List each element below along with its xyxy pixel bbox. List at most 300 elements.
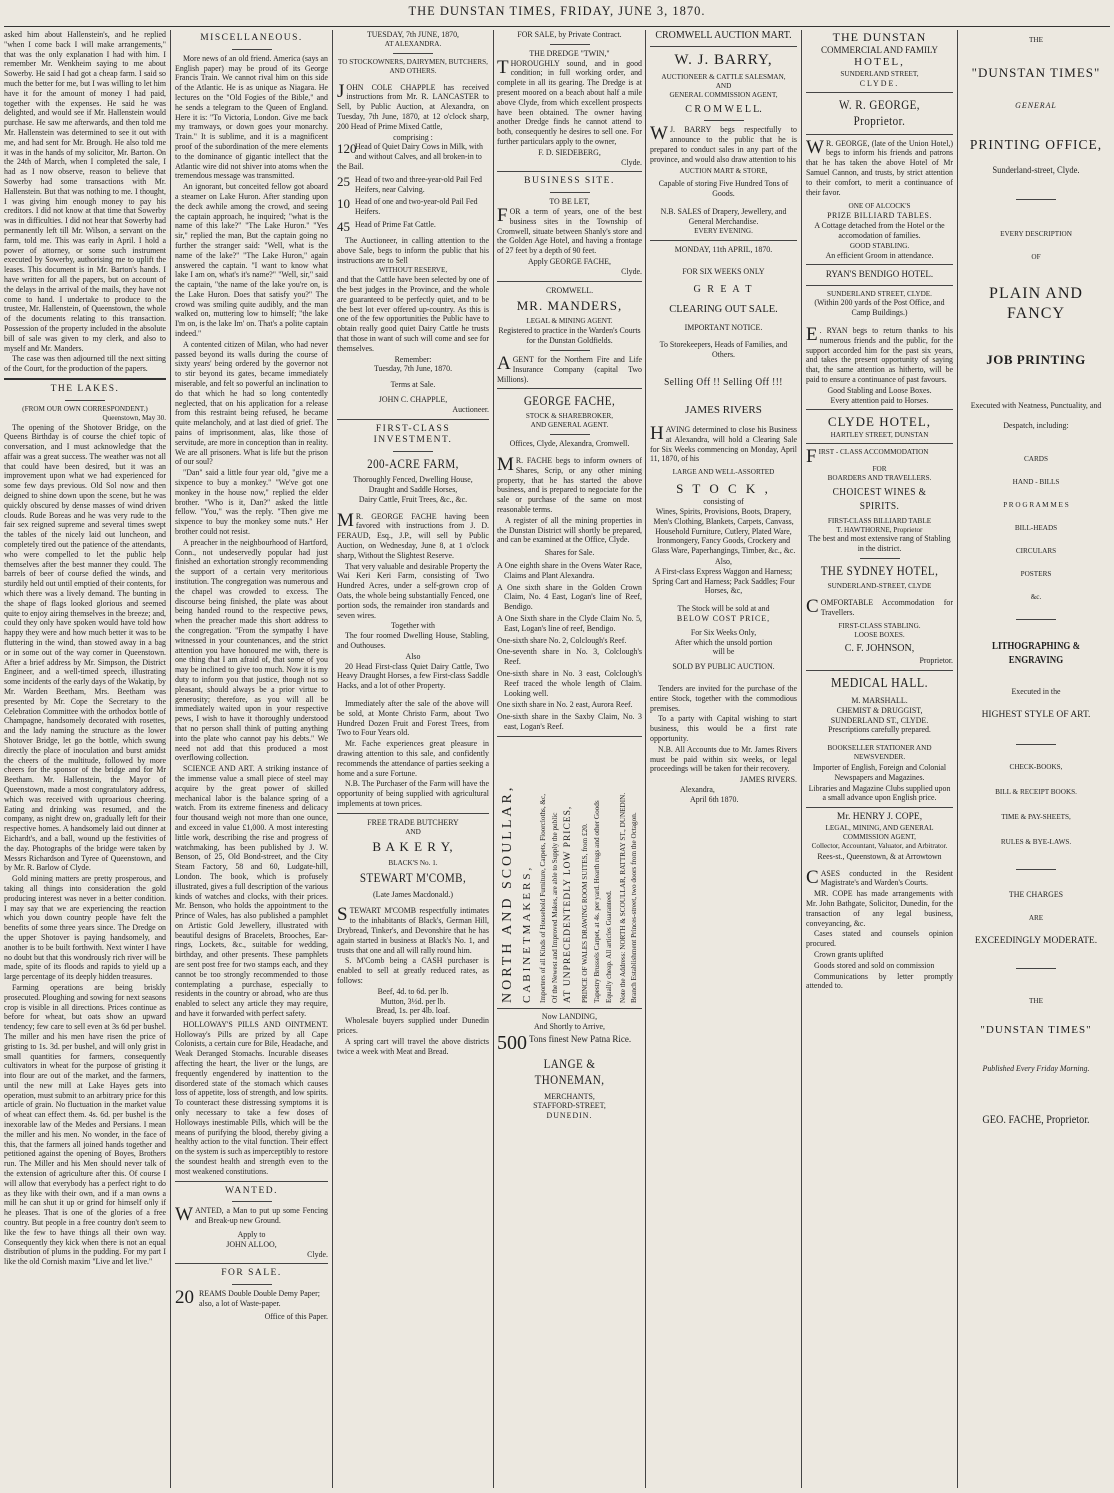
plain-fancy-heading: PLAIN AND FANCY bbox=[989, 285, 1083, 322]
column-rule bbox=[493, 30, 494, 1488]
divider bbox=[806, 409, 953, 410]
divider bbox=[806, 443, 953, 444]
rivers-signature: JAMES RIVERS. bbox=[740, 775, 797, 785]
misc-science-text: SCIENCE AND ART. A striking instance of the immense value a small piece of steel may acquire by the great power of skilled mechanical labor is the balance spring of a watch. From its extreme fineness and delicacy four thousand weigh not more than one ounce, and exceed in value £1,000. A most interesting little work, describing the rise and progress of watchmaking, has been published by J. W. Benson, of 25, Old Bond-street, and the City Steam Factory, 58 and 60, Ludgate-hill, London. The book, which is profusely illustrated, gives a full description of the various kinds of watches and clocks, with their prices. Mr. Benson, who holds the appointment to the Prince of Wales, has also published a pamphlet on Artistic Gold Jewellery, illustrated with beautiful designs of Bracelets, Brooches, Ear-rings, Lockets, &c., suitable for wedding, birthday, and other presents. These pamphlets are sent post free for two stamps each, and they cannot be too strongly recommended to those contemplating a purchase, especially to residents in the country or abroad, who are thus enabled to select any article they may require, and have it forwarded with perfect safety. bbox=[175, 764, 328, 1019]
and-label: AND bbox=[405, 827, 421, 836]
business-site-text: OR a term of years, one of the best business sites in the Township of Cromwell, situate between Shanly's store and the Golden Age Hotel, and having a frontage of 27 feet by a depth of 90 feet. bbox=[497, 206, 642, 256]
share-item: One sixth share in No. 2 east, Aurora Reef. bbox=[497, 700, 633, 710]
column-2-miscellaneous bbox=[175, 30, 328, 1488]
johnson-label: C. F. JOHNSON, bbox=[844, 643, 915, 655]
merchants-label: MERCHANTS, bbox=[544, 1091, 595, 1101]
service-billheads: BILL-HEADS bbox=[1014, 523, 1058, 532]
barry-text: J. BARRY begs respectfully to announce to the public that he is prepared to conduct sales in any part of the province, and would also draw attention to his bbox=[650, 125, 797, 164]
apply-place: Clyde. bbox=[621, 266, 642, 276]
cope-counsel: Cases stated and counsels opinion procured. bbox=[806, 929, 953, 949]
fache-recommend-text: Mr. Fache experiences great pleasure in drawing attention to this sale, and confidently recommends the attendance of parties seeking a home and a sure Fortune. bbox=[337, 739, 489, 778]
clearing-sale-heading: CLEARING OUT SALE. bbox=[669, 304, 778, 316]
cattle-item: Head of Quiet Dairy Cows in Milk, with and without Calves, and all broken-in to the Bail. bbox=[337, 142, 483, 171]
column-rule bbox=[170, 30, 171, 1488]
great-label: G R E A T bbox=[693, 283, 754, 295]
ryan-horses: Every attention paid to Horses. bbox=[830, 395, 929, 405]
receipt-books: BILL & RECEIPT BOOKS. bbox=[995, 788, 1077, 796]
sunderland-label: SUNDERLAND STREET, bbox=[840, 69, 919, 78]
misc-holloway-text: HOLLOWAY'S PILLS AND OINTMENT. Holloway's Pills are prized by all Cape Colonists, a certain cure for Bile, Headache, and Weak Deranged Stomachs. Incurable diseases affecting the heart, the liver or the lungs, are frequently engendered by inattention to the disordered state of the stomach which causes loss of appetite, loss of strength, and low spirits. To counteract these distressing symptoms it is only necessary to take a few doses of Holloways inestimable Pills, which will be the means of purifying the blood, thereby giving a healthy action to the vital function. Their effect on the system is such as imperceptibly to restore the soundest health and strength even to the most weakened constitutions. bbox=[175, 1019, 328, 1176]
top-rule bbox=[4, 26, 1110, 27]
divider bbox=[65, 400, 105, 401]
bookseller-label: BOOKSELLER STATIONER AND NEWSVENDER. bbox=[827, 744, 932, 762]
every-description: EVERY DESCRIPTION bbox=[1000, 230, 1072, 239]
stock-list-text: Wines, Spirits, Provisions, Boots, Drapery, Men's Clothing, Blankets, Carpets, Canvass, Household Furniture, Cutlery, Plated Ware, Ironmongery, Fancy Goods, Crockery and Glass Ware, Paperhangings, Timber, &c., &c. bbox=[651, 507, 796, 556]
bye-laws: RULES & BYE-LAWS. bbox=[1000, 837, 1072, 846]
wholesale-text: Wholesale buyers supplied under Dunedin prices. bbox=[337, 1016, 489, 1035]
together-label: Together with bbox=[391, 621, 435, 631]
drop-cap: E bbox=[806, 324, 818, 346]
column-rule bbox=[957, 30, 958, 1488]
fache-shares-text: R. FACHE begs to inform owners of Shares, Scrip, or any other mining property, that he has started the above business, and is prepared to negociate for the sale or purchase of the same on most reasonable terms. bbox=[497, 456, 642, 515]
cope-heading: Mr. HENRY J. COPE, bbox=[836, 812, 923, 823]
printing-office-heading: PRINTING OFFICE, bbox=[969, 136, 1103, 152]
proprietor-label: GEO. FACHE, Proprietor. bbox=[982, 1111, 1090, 1126]
wanted-name: JOHN ALLOO, bbox=[226, 1239, 277, 1249]
divider bbox=[550, 434, 590, 435]
butchery-heading: FREE TRADE BUTCHERY bbox=[367, 817, 459, 827]
important-notice: IMPORTANT NOTICE. bbox=[684, 323, 763, 333]
stewart-heading: STEWART M'COMB, bbox=[359, 870, 467, 886]
share-item: One-sixth share in No. 3 east, Colclough's Reef traced the whole length of Claim. Looking well. bbox=[497, 669, 642, 698]
ryan-hotel-heading: RYAN'S BENDIGO HOTEL. bbox=[825, 269, 934, 280]
farm-property-text: That very valuable and desirable Property the Wai Keri Keri Farm, consisting of Two Hundred Acres, under a self-grown crop of Oats, the whole being substantially Fenced, one portion sods, the remainder iron standards and seven wires. bbox=[337, 561, 489, 620]
six-weeks-label: FOR SIX WEEKS ONLY bbox=[682, 267, 765, 277]
chemist-label: CHEMIST & DRUGGIST, bbox=[836, 705, 923, 715]
james-rivers-heading: JAMES RIVERS bbox=[685, 404, 762, 417]
farm-line: Draught and Saddle Horses, bbox=[368, 485, 458, 495]
farm-stock-text: 20 Head First-class Quiet Dairy Cattle, Two Heavy Draught Horses, a few First-class Saddle Hacks, and a lot of other Property. bbox=[337, 661, 489, 691]
auctioneer-role: Auctioneer. bbox=[452, 404, 489, 414]
cope-goods: Goods stored and sold on commission bbox=[814, 960, 935, 970]
court-adjourned-text: The case was then adjourned till the next sitting of the Court, for the production of the papers. bbox=[4, 354, 166, 374]
divider bbox=[232, 49, 272, 50]
ad-vertical-prices: AT UNPRECEDENTEDLY LOW PRICES, bbox=[563, 805, 573, 1003]
barry-role: AUCTIONEER & CATTLE SALESMAN, bbox=[661, 72, 786, 81]
tenders-text: Tenders are invited for the purchase of the entire Stock, together with the commodious premises. bbox=[650, 683, 797, 713]
dredge-owner: F. D. SIEDEBERG, bbox=[538, 147, 601, 157]
divider bbox=[393, 53, 433, 54]
farm-line: Dairy Cattle, Fruit Trees, &c., &c. bbox=[358, 494, 468, 504]
cope-cases: ASES conducted in the Resident Magistrate's and Warden's Courts. bbox=[820, 868, 953, 888]
ad-vertical-text: Equally cheap. All articles Guaranteed. bbox=[605, 890, 613, 1003]
auctioneer-name: JOHN C. CHAPPLE, bbox=[378, 395, 448, 404]
sydney-address: SUNDERLAND-STREET, CLYDE bbox=[827, 582, 932, 591]
wines-spirits-label: CHOICEST WINES & SPIRITS. bbox=[832, 486, 927, 512]
manders-heading: MR. MANDERS, bbox=[516, 298, 623, 314]
six-weeks-only: For Six Weeks Only, bbox=[690, 627, 757, 637]
auction-place: AT ALEXANDRA. bbox=[384, 39, 442, 48]
divider bbox=[175, 1263, 328, 1264]
spring-cart-text: A spring cart will travel the above districts twice a week with Meat and Bread. bbox=[337, 1036, 489, 1056]
cope-letters: Communications by letter promptly attended to. bbox=[806, 971, 953, 991]
auction-audience: TO STOCKOWNERS, DAIRYMEN, BUTCHERS, AND OTHERS. bbox=[338, 57, 488, 75]
north-scoullar-vertical-ad bbox=[497, 741, 642, 1009]
general-label: GENERAL bbox=[1015, 101, 1057, 111]
divider bbox=[497, 171, 642, 172]
waggon-text: A First-class Express Waggon and Harness; Spring Cart and Harness; Pack Saddles; Four Horses, &c, bbox=[652, 566, 795, 596]
commercial-family-label: COMMERCIAL AND FAMILY bbox=[820, 44, 939, 55]
price-bread: Bread, 1s. per 4lb. loaf. bbox=[375, 1006, 451, 1016]
groom-label: An efficient Groom in attendance. bbox=[825, 250, 934, 260]
remember-date: Tuesday, 7th June, 1870. bbox=[373, 364, 453, 374]
stock-label: S T O C K , bbox=[676, 481, 771, 497]
drop-cap: S bbox=[337, 904, 348, 926]
service-handbills: HAND - BILLS bbox=[1012, 477, 1060, 486]
ryan-address: SUNDERLAND STREET, CLYDE. bbox=[827, 289, 932, 298]
ad-vertical-text: Branch Establishment Princes-street, two doors from the Octagon. bbox=[630, 812, 638, 1003]
drop-cap: W bbox=[806, 136, 824, 158]
divider bbox=[806, 670, 953, 671]
farm-heading: 200-ACRE FARM, bbox=[367, 456, 459, 472]
divider bbox=[550, 350, 590, 351]
charges-label: THE CHARGES bbox=[1008, 889, 1064, 899]
divider bbox=[1016, 619, 1056, 620]
paper-sale-text: REAMS Double Double Demy Paper; also, a lot of Waste-paper. bbox=[199, 1289, 320, 1308]
blacks-label: BLACK'S No. 1. bbox=[388, 858, 438, 867]
divider bbox=[497, 388, 642, 389]
terms: Terms at Sale. bbox=[390, 380, 436, 390]
storage-text: Capable of storing Five Hundred Tons of Goods. bbox=[658, 179, 789, 199]
and-label: AND bbox=[715, 81, 732, 90]
executed-text: Executed with Neatness, Punctuality, and Despatch, including: bbox=[970, 400, 1102, 431]
divider bbox=[860, 558, 900, 559]
loose-boxes: LOOSE BOXES. bbox=[854, 630, 905, 639]
without-reserve: WITHOUT RESERVE, bbox=[378, 266, 448, 275]
misc-monkey-text: "Dan" said a little four year old, "give me a sixpence to buy a monkey." "We've got one monkey in the house now," replied the elder brother. "Who is it, Dan?" asked the little fellow. "You," was the reply. "Then give me sixpence to buy the monkey some nuts." Her brother could not resist. bbox=[175, 468, 328, 537]
medical-address: SUNDERLAND ST., CLYDE. bbox=[830, 715, 929, 725]
george-fache-heading: GEORGE FACHE, bbox=[523, 393, 616, 409]
farm-line: Thoroughly Fenced, Dwelling House, bbox=[353, 475, 473, 485]
johnson-role: Proprietor. bbox=[919, 655, 953, 665]
divider bbox=[4, 378, 166, 380]
ad-vertical-text: Of the Newest and Improved Makes, are able to Supply the public bbox=[551, 812, 559, 1003]
clyde-label: CLYDE. bbox=[859, 78, 900, 88]
clyde-hotel-heading: CLYDE HOTEL, bbox=[827, 414, 932, 430]
also-label: Also bbox=[405, 651, 421, 661]
ryan-text: . RYAN begs to return thanks to his numerous friends and the public, for the support accorded him for the past six years, and takes the present opportunity of saying that, the same attention as hitherto, will be paid to ensure a continuance of past favours. bbox=[806, 326, 953, 385]
sharebroker-label: STOCK & SHAREBROKER, bbox=[525, 412, 614, 421]
dateline: Queenstown, May 30. bbox=[102, 413, 166, 422]
will-be-text: will be bbox=[712, 647, 735, 657]
lakes-heading: THE LAKES. bbox=[50, 383, 120, 394]
misc-milan-text: A contented citizen of Milan, who had never passed beyond its walls during the course of sixty years' being ordered by the governor not to stir beyond its gates, became immediately miserable, and felt so powerful an inclination to do that which he had so long contentedly neglected, that on his application for a release from this restraint being refused, he became quite melancholy, and at last died of grief. The pains of imprisonment, alas, like those of servitude, are more in conception than in reality. We are all prisoners. What is life but the prison of our soul? bbox=[175, 339, 328, 467]
divider bbox=[337, 813, 489, 814]
consisting-label: consisting of bbox=[703, 497, 744, 507]
cope-arrangements: MR. COPE has made arrangements with Mr. John Bathgate, Solicitor, Dunedin, for the transaction of any legal business, conveyancing, &c. bbox=[806, 889, 953, 928]
sydney-stabling: FIRST-CLASS STABLING. bbox=[838, 621, 921, 630]
boarders-label: BOARDERS AND TRAVELLERS. bbox=[827, 474, 932, 483]
investment-heading: FIRST-CLASS INVESTMENT. bbox=[373, 423, 453, 446]
divider bbox=[232, 1201, 272, 1202]
late-label: (Late James Macdonald.) bbox=[373, 889, 453, 899]
share-item: One-sixth share in the Saxby Claim, No. 3 east, Logan's Reef. bbox=[497, 712, 642, 731]
public-auction-label: SOLD BY PUBLIC AUCTION. bbox=[672, 662, 775, 672]
rice-tons: 500 bbox=[497, 1034, 527, 1054]
george-proprietor: W. R. GEORGE, Proprietor. bbox=[839, 97, 920, 129]
column-7-printing-office bbox=[961, 30, 1111, 1488]
for-sale-heading: FOR SALE. bbox=[221, 1268, 282, 1279]
miscellaneous-heading: MISCELLANEOUS. bbox=[200, 33, 303, 43]
cattle-item: Head of Prime Fat Cattle. bbox=[355, 219, 436, 229]
ad-vertical-cabinet: CABINETMAKERS, bbox=[521, 864, 533, 1003]
column-5-barry-and-rivers bbox=[650, 30, 797, 1488]
medical-hall-heading: MEDICAL HALL. bbox=[831, 675, 928, 691]
service-posters: POSTERS bbox=[1020, 569, 1052, 578]
cattle-count: 120 bbox=[337, 142, 357, 157]
ad-vertical-text: Note the Address: NORTH & SCOULLAR, RATTRAY ST., DUNEDIN. bbox=[619, 792, 627, 1003]
divider bbox=[175, 1181, 328, 1182]
cromwell-label: C R O M W E L L. bbox=[685, 103, 762, 115]
to-let-label: TO BE LET, bbox=[549, 197, 590, 207]
the-label-2: THE bbox=[1029, 997, 1043, 1006]
hartley-label: HARTLEY STREET, DUNSTAN bbox=[830, 430, 929, 439]
misc-preacher-text: A preacher in the neighbourhood of Hartford, Conn., not undeservedly popular had just finished an exhortation strongly recommending the support of a certain very meritorious institution. The congregation was numerous and the chapel was crowded to excess. The discourse being finished, the plate was about being handed round to the respective pews, when the preacher made this short address to the congregation. "From the sympathy I have witnessed in your countenances, and the strict attention you have honoured me with, there is one thing that I am afraid of, that some of you may be inclined to give too much. Now it is my duty to inform you that justice, though not so pleasant, should always be a prior virtue to generosity; therefore, as you will all be immediately waited upon in your respective pews, I wish to have it thoroughly understood that no person shall think of putting anything into the plate who cannot pay his debts." We need not add that this produced a most overflowing collection. bbox=[175, 537, 328, 763]
divider bbox=[497, 281, 642, 282]
stewart-text: TEWART M'COMB respectfully intimates to the inhabitants of Black's, German Hill, Drybread, Tinker's, and Devonshire that he has again started in business at Black's No. 1, and trusts that one and all will rally round him. bbox=[337, 906, 489, 955]
divider bbox=[1016, 199, 1056, 200]
executed-label: Executed in the bbox=[1011, 686, 1061, 696]
divider bbox=[497, 736, 642, 737]
marshall-label: M. MARSHALL. bbox=[851, 696, 908, 706]
column-4-sales-and-agents bbox=[497, 30, 642, 1488]
dunstan-hotel-heading: THE DUNSTAN bbox=[832, 30, 927, 44]
landing-label: Now LANDING, bbox=[541, 1011, 598, 1021]
drop-cap: F bbox=[806, 448, 817, 466]
sydney-hotel-heading: THE SYDNEY HOTEL, bbox=[820, 563, 939, 579]
unsold-text: After which the unsold portion bbox=[674, 637, 773, 647]
commission-agent-label: GENERAL COMMISSION AGENT, bbox=[669, 90, 778, 99]
for-label: FOR bbox=[872, 465, 887, 474]
share-item: One-seventh share in No. 3, Colclough's Reef. bbox=[497, 647, 642, 667]
dredge-place: Clyde. bbox=[621, 157, 642, 167]
divider bbox=[393, 451, 433, 452]
good-stabling: GOOD STABLING. bbox=[849, 241, 910, 250]
ream-count: 20 bbox=[175, 1289, 194, 1309]
divider bbox=[806, 134, 953, 135]
wanted-apply: Apply to bbox=[237, 1229, 266, 1239]
column-rule bbox=[332, 30, 333, 1488]
every-evening: EVERY EVENING. bbox=[694, 227, 753, 236]
cope-role: LEGAL, MINING, AND GENERAL bbox=[825, 824, 934, 833]
court-report-text: asked him about Hallenstein's, and he replied "when I come back I will make arrangements," that was the only explanation I had with him. I remember Mr. Wenkheim saying to me about Sowerby. He said I had got a cheap farm. I said so much the better for me, but I was willing to let him have it for the amount of money I had paid, together with the expenses. He said he was delighted, and would see if Mr. Hallenstein would purchase. He saw me afterwards, and then told me Mr. Hallenstein was determined to see it out with me, and had sent for Mr. Brough. He also told me it was in the hands of my solicitor, Mr. Barton. On the 24th of March, when I completed the sale, I had as I now observe, reason to believe that Sowerby had some transactions with Mr. Hallenstein. But that was nothing to me. I thought, I was giving him enough money to pay his creditors. I did not know at that time that Sowerby was in difficulties. I did not hear that Sowerby had permanently left till Mr. Wilson, a servant on the farm, told me. This was early in April. I hold a power of attorney, or some such instrument executed by Sowerby, authorising me to uplift the leases. This document is in Mr. Barton's hands. I have written for all the papers, but on account of the delays in the arrival of the mails, they have not come to hand. I undertake to produce to the trustee, Mr. Hallenstein, of Queenstown, the whole of the documents relating to this transaction. Possession of the property included in the absolute bill of sale was given to my clerk, and also to myself and Mr. Manders. bbox=[4, 30, 166, 353]
divider bbox=[1016, 869, 1056, 870]
divider bbox=[806, 285, 953, 286]
storekeepers-text: To Storekeepers, Heads of Families, and Others. bbox=[659, 340, 788, 359]
cattle-item: Head of one and two-year-old Pail Fed Heifers. bbox=[355, 197, 478, 217]
price-mutton: Mutton, 3½d. per lb. bbox=[380, 996, 446, 1006]
fruit-trees-text: Immediately after the sale of the above will be sold, at Monte Christo Farm, about Two Hundred Dozen Fruit and Forest Trees, from Two to Four Years old. bbox=[337, 698, 489, 738]
misc-train-text: More news of an old friend. America (says an English paper) may be proud of its George Francis Train. We cannot rival him on this side of the Atlantic. He is as unique as Niagara. He lectures on the "Old Fogies of the Bible," and he sends a telegram to the Queen of England. Here it is: "To Victoria, London. Give me back my tramways, or down goes your monarchy. Train." It is sublime, and it is a magnificent proof of the subordination of the mere elements to the dominance of gigantic intellect that the Atlantic wire did not shiver into atoms when the tremendous message was transmitted. bbox=[175, 53, 328, 181]
wanted-text: ANTED, a Man to put up some Fencing and Break-up new Ground. bbox=[194, 1206, 328, 1226]
cattle-item: Head of two and three-year-old Pail Fed Heifers, near Calving. bbox=[355, 174, 482, 194]
drop-cap: C bbox=[806, 596, 819, 618]
ad-vertical-main: NORTH AND SCOULLAR, bbox=[500, 784, 515, 1003]
billiard-label: PRIZE BILLIARD TABLES. bbox=[827, 211, 932, 221]
cattle-guarantee-text: and that the Cattle have been selected by one of the best judges in the Province, and the whole are guaranteed to be perfectly quiet, and to be the best lot ever offered up-country. As this is one of the few opportunities the Public have to obtain really good quiet Dairy Cattle he trusts that those in want of such will come and see for themselves. bbox=[337, 275, 489, 353]
divider bbox=[650, 46, 797, 47]
column-rule bbox=[801, 30, 802, 1488]
drop-cap: M bbox=[337, 509, 354, 531]
misc-huron-text: An ignorant, but conceited fellow got aboard a steamer on Lake Huron. After standing upon the deck awhile among the crowd, and seeing the captain approach, he inquired; "what is the name of this lake?" "The Lake Huron." "Yes sir," replied the man, But the captain going no further the stranger said: "Well, what is the name of the lake?" "The Lake Huron," again answered the captain. "I want to know what lake I am on, what's it's name?" "Well, sir," said the captain, "the name of the lake you're on, is the Lake Huron. Does that satisfy you?" The crowd was smiling quite audibly, and the man walked on, muttering low to himself; "the lake I'm on, is the lake Im' on. That's a polite captain indeed." bbox=[175, 182, 328, 339]
correspondent-line: (FROM OUR OWN CORRESPONDENT.) bbox=[22, 404, 148, 413]
divider bbox=[232, 1284, 272, 1285]
job-printing-heading: JOB PRINTING bbox=[986, 351, 1086, 367]
also-label: Also, bbox=[715, 557, 732, 566]
divider bbox=[337, 419, 489, 420]
stock-sold-text: The Stock will be sold at and bbox=[677, 604, 770, 614]
cope-collector: Collector, Accountant, Valuator, and Arbitrator. bbox=[811, 841, 948, 850]
rice-text: Tons finest New Patna Rice. bbox=[529, 1034, 632, 1045]
stabling-text: The best and most extensive rang of Stabling in the district. bbox=[808, 534, 951, 554]
the-label: THE bbox=[1029, 36, 1043, 44]
sydney-text: OMFORTABLE Accommodation for Travellers. bbox=[820, 598, 953, 617]
divider bbox=[1016, 744, 1056, 745]
apply-fache: Apply GEORGE FACHE, bbox=[528, 256, 611, 266]
mart-store-label: AUCTION MART & STORE, bbox=[679, 167, 768, 176]
comprising-label: comprising : bbox=[393, 132, 433, 142]
style-of-art: HIGHEST STYLE OF ART. bbox=[981, 710, 1091, 721]
fache-farm-text: R. GEORGE FACHE having been favored with instructions from J. D. FERAUD, Esq., J.P., will sell by Public Auction, on Wednesday, June 8, at 1 o'clock sharp, Without the Slightest Reserve. bbox=[337, 511, 489, 560]
register-text: A register of all the mining properties in the Dunstan District will shortly be prepared, and can be examined at the Office, Clyde. bbox=[497, 515, 642, 545]
drop-cap: J bbox=[337, 80, 345, 102]
cattle-count: 25 bbox=[337, 174, 350, 189]
chapple-auction-text: OHN COLE CHAPPLE has received instructions from Mr. R. LANCASTER to Sell, by Public Auction, at Alexandra, on Tuesday, 7th June, 1870, at 12 o'clock sharp, 200 Head of Prime Mixed Cattle, bbox=[337, 82, 489, 131]
hotel-label: HOTEL, bbox=[854, 56, 905, 69]
lithographing-heading: LITHOGRAPHING & ENGRAVING bbox=[991, 641, 1081, 666]
cope-address: Rees-st., Queenstown, & at Arrowtown bbox=[817, 851, 942, 861]
george-hotel-text: R. GEORGE, (late of the Union Hotel,) begs to inform his friends and patrons that he has taken the above Hotel of Mr Samuel Cannon, and trusts, by strict attention to their comfort, to merit a continuance of their favor. bbox=[806, 138, 953, 197]
column-rule bbox=[645, 30, 646, 1488]
are-label: ARE bbox=[1028, 913, 1044, 922]
price-beef: Beef, 4d. to 6d. per lb. bbox=[377, 986, 449, 996]
drop-cap: M bbox=[497, 454, 514, 476]
divider bbox=[860, 739, 900, 740]
manders-registered: Registered to practice in the Warden's Courts for the Dunstan Goldfields. bbox=[498, 326, 641, 346]
auctioneer-note: The Auctioneer, in calling attention to the above Sale, begs to inform the public that his instructions are to Sell bbox=[337, 235, 489, 265]
cope-grants: Crown grants uplifted bbox=[814, 949, 884, 959]
drop-cap: C bbox=[806, 866, 819, 888]
cope-commission: COMMISSION AGENT, bbox=[843, 832, 916, 841]
lange-heading: LANGE & THONEMAN, bbox=[534, 1056, 605, 1088]
capital-text: To a party with Capital wishing to start business, this would be a first rate opportunity. bbox=[650, 714, 797, 743]
shares-for-sale-label: Shares for Sale. bbox=[544, 548, 595, 558]
selling-off: Selling Off !! Selling Off !!! bbox=[664, 375, 783, 388]
libraries-text: Libraries and Magazine Clubs supplied upon a small advance upon English price. bbox=[808, 783, 951, 803]
share-item: A One sixth share in the Golden Crown Claim, No. 4 East, Logan's line of Reef, Bendigo. bbox=[497, 582, 642, 612]
ryan-within: (Within 200 yards of the Post Office, and Camp Buildings.) bbox=[814, 298, 945, 318]
divider bbox=[806, 807, 953, 808]
large-assorted-label: LARGE AND WELL-ASSORTED bbox=[672, 468, 775, 477]
divider bbox=[550, 192, 590, 193]
dunstan-times-footer: "DUNSTAN TIMES" bbox=[980, 1024, 1092, 1037]
drop-cap: T bbox=[497, 56, 509, 78]
cattle-count: 45 bbox=[337, 219, 350, 233]
manders-role: LEGAL & MINING AGENT. bbox=[526, 317, 613, 326]
of-label: OF bbox=[1031, 253, 1041, 262]
check-books: CHECK-BOOKS, bbox=[1009, 763, 1063, 772]
cash-text: S. M'Comb being a CASH purchaser is enabled to sell at greatly reduced rates, as follows: bbox=[337, 956, 489, 985]
importer-text: Importer of English, Foreign and Colonial Newspapers and Magazines. bbox=[812, 763, 947, 782]
divider bbox=[704, 120, 744, 121]
bakery-heading: B A K E R Y, bbox=[372, 839, 454, 855]
rivers-text: AVING determined to close his Business at Alexandra, will hold a Clearing Sale for Six Weeks commencing on Monday, April 11, 1870, of his bbox=[650, 425, 797, 464]
service-etc: &c. bbox=[1030, 592, 1042, 601]
cottage-text: A Cottage detached from the Hotel or the accomodation of families. bbox=[814, 221, 945, 240]
insurance-agent-text: GENT for the Northern Fire and Life Insurance Company (capital Two Millions). bbox=[497, 354, 642, 384]
share-item: One-sixth share No. 2, Colclough's Reef. bbox=[497, 635, 627, 645]
column-3-auctions bbox=[337, 30, 489, 1488]
rivers-date: April 6th 1870. bbox=[690, 794, 739, 804]
drop-cap: F bbox=[497, 204, 508, 226]
cromwell-heading: CROMWELL. bbox=[545, 285, 594, 295]
cattle-count: 10 bbox=[337, 197, 350, 212]
column-1-court-and-lakes bbox=[4, 30, 166, 1488]
remember-label: Remember: bbox=[394, 354, 432, 364]
below-cost-label: BELOW COST PRICE, bbox=[676, 613, 771, 623]
dredge-text: HOROUGHLY sound, and in good condition; in full working order, and complete in all its gearing. The Dredge is at present moored on a beach about half a mile above Clyde, from which excellent prospects have been obtained. The owner having another Dredge finds he cannot attend to both, consequently he desires to sell one. For further particulars apply to the owner, bbox=[497, 58, 642, 146]
dredge-heading: THE DREDGE "TWIN," bbox=[529, 48, 610, 58]
share-item: A One Sixth share in the Clyde Claim No. 5, East, Logan's line of reef, Bendigo. bbox=[497, 614, 642, 633]
service-programmes: P R O G R A M M E S bbox=[1003, 500, 1069, 509]
divider bbox=[806, 92, 953, 93]
fache-offices: Offices, Clyde, Alexandra, Cromwell. bbox=[509, 439, 630, 449]
hawthorne-label: T. HAWTHORNE, Proprietor bbox=[836, 525, 923, 534]
alcock-label: ONE OF ALCOCK'S bbox=[848, 202, 911, 211]
drop-cap: H bbox=[650, 423, 664, 444]
monday-date: MONDAY, 11th APRIL, 1870. bbox=[674, 245, 773, 255]
alexandra-label: Alexandra, bbox=[680, 784, 715, 794]
ad-vertical-text: Tapestry Brussels Carpet, at 4s. per yard. Hearth rugs and other Goods bbox=[593, 800, 601, 1003]
lakes-mining-text: Gold mining matters are pretty prosperous, and taking all things into consideration the gold producing interest was never in a better condition. I may say that we are experiencing the reaction which you down country people have felt the benefits of some three years since. The Dredge on the upper Shotover is paying handsomely, and another is to be built forthwith. Next winter I have no doubt but that this wondrously rich river will be made, spite of its floods and rapids to yield up a large percentage of its deeply hidden treasures. bbox=[4, 874, 166, 982]
billiard-table-label: FIRST-CLASS BILLIARD TABLE bbox=[827, 516, 932, 525]
share-item: A One eighth share in the Ovens Water Race, Claims and Plant Alexandra. bbox=[497, 561, 642, 580]
arrive-label: And Shortly to Arrive, bbox=[533, 1021, 605, 1031]
lakes-farming-text: Farming operations are being briskly prosecuted. Ploughing and sowing for next seasons crop is visible in all directions. Prices continue as before for wheat, but oats show an upward tendency; few care to sell even at 3s 6d per bushel. The miller and his men have risen the price of gristing to 1s. 3d. per bushel, and will only grist in small quantities for farmers, consequently cultivators in wheat for the purpose of gristing it into flour are out of the market, and the farmers, until the new mill at Lake Hayes gets into operation, must submit to an arbitrary price for this article of grain. No fluctuation in the market value of wheat can effect them. 4s. 6d. per bushel is the inexorable law of the Medes and Persians. I mean the miller and his men. No wonder, in the face of this, that the farmers all joined hands together and petitioned against the opening of Boyes, Brothers run. The Miller and his Men should never talk of the extension of agriculture after this. Of course I will allow that everybody has a perfect right to do as they like with their own, and if a man owns a mill he can shut it up or grind for himself only if he pleases. That is one of the glories of a free country. But people in a free country don't seem to like the few to have things all their own way. Consequently they kick when there is not an equal distribution of plums in the pudding. For my part I like the old Cornish maxim "Live and let live." bbox=[4, 982, 166, 1267]
service-cards: CARDS bbox=[1024, 455, 1048, 464]
drop-cap: W bbox=[650, 123, 668, 145]
farm-house-text: The four roomed Dwelling House, Stabling, and Outhouses. bbox=[337, 631, 489, 650]
prescriptions-label: Prescriptions carefully prepared. bbox=[828, 725, 931, 735]
moderate-label: EXCEEDINGLY MODERATE. bbox=[974, 936, 1098, 947]
auction-mart-heading: CROMWELL AUCTION MART. bbox=[655, 30, 792, 41]
pay-sheets: TIME & PAY-SHEETS, bbox=[1001, 812, 1071, 821]
accounts-text: N.B. All Accounts due to Mr. James Rivers must be paid within six weeks, or legal proceedings will be taken for their recovery. bbox=[650, 744, 797, 774]
dunstan-times-heading: "DUNSTAN TIMES" bbox=[971, 64, 1101, 80]
service-circulars: CIRCULARS bbox=[1015, 546, 1057, 555]
masthead: THE DUNSTAN TIMES, FRIDAY, JUNE 3, 1870. bbox=[408, 4, 706, 18]
divider bbox=[1016, 968, 1056, 969]
general-agent-label: AND GENERAL AGENT. bbox=[530, 421, 609, 430]
printing-address: Sunderland-street, Clyde. bbox=[992, 165, 1080, 176]
divider bbox=[806, 264, 953, 265]
evening-sales-text: N.B. SALES of Drapery, Jewellery, and General Merchandise. bbox=[660, 206, 787, 226]
ad-vertical-text: PRINCE OF WALES DRAWING ROOM SUITES, from £20. bbox=[581, 823, 589, 1003]
column-6-hotels-and-agents bbox=[806, 30, 953, 1488]
dunedin-label: DUNEDIN. bbox=[546, 1111, 593, 1121]
drop-cap: A bbox=[497, 352, 511, 374]
published-label: Published Every Friday Morning. bbox=[982, 1063, 1090, 1073]
wanted-heading: WANTED. bbox=[225, 1185, 278, 1196]
lakes-bridge-text: The opening of the Shotover Bridge, on the Queens Birthday is of course the chief topic of conversation, and I must acknowledge that the affair was a great success. The weather was not all that could have been desired, but it was an improvement upon what we had experienced for some few days previous. Old Sol now and then deigned to shine down upon the scene, but he was quickly obscured by dense masses of wind driven clouds. Rude Boreas and he was very rude to the fair sex reigned supreme and several times swept the tables of the nicely laid out luncheon, and completely tired out the patience of the attendants, who were compelled to let the public help themselves after the best manner they could. The barrels of beer of course defied the winds, and sturdily held out until emptied of their contents, for which there was a lively demand. The bunting in the shape of flags looked glorious and seemed quite to enjoy airing themselves in the breeze; and, could they only have spoken would have told how happy they were and how much better it was to be fluttering in the wind, than stowed away in a bag or in some out of the way corner in Queenstown. After a brief address by Mr. Simpson, the District Engineer, and a well-timed speech, illustrating some incidents of the early days of the Wakatip, by Mr. Warden Beetham, Mrs. Beetham was presented by Mr. Cope the Secretary to the Celebration Committee with the orthodox bottle of Champagne, handsomely decorated with rosettes, and the lady naming the structure as the lower Shotover Bridge, let go the bottle, which swung directly the place of inoculation and burst amidst the cheers of the multitude, followed by more cheers for the sponsor of the bridge and for Mr Beetham. Mr. Hallenstein, the Mayor of Queenstown, made a most congratulatory address, which was received with uproarious cheering. Eating and drinking was resumed, and the company, as night drew on, gradually left for their respective homes. A handsomely laid out dinner at Eichardt's, and a ball, wound up the festivities of the day. Photographs of the bridge were taken by Messrs Richardson and Tyree of Queenstown, and by Mr. R. Barlow of Clyde. bbox=[4, 422, 166, 873]
divider bbox=[650, 240, 797, 241]
divider bbox=[550, 44, 590, 45]
drop-cap: W bbox=[175, 1204, 193, 1226]
